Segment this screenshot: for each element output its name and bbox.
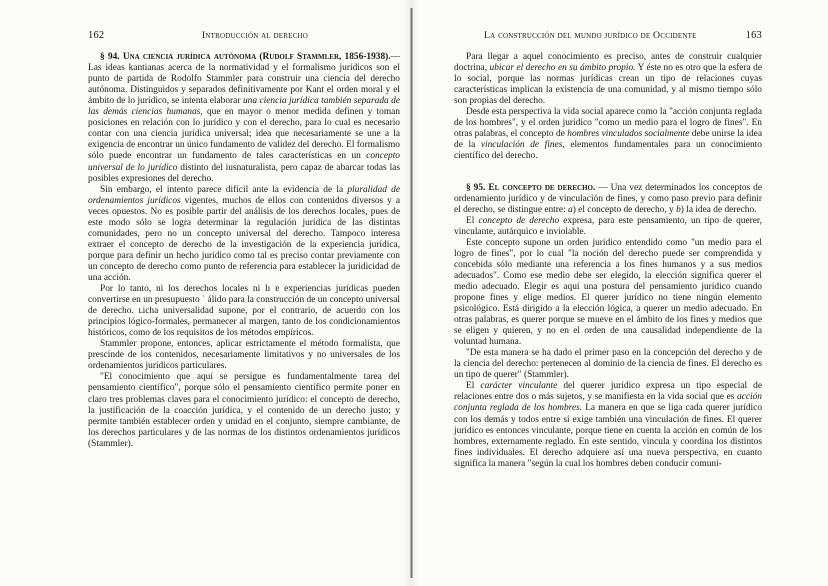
right-p7-emphasis-2: acción conjunta reglada de los hombres. <box>454 392 762 414</box>
left-paragraph-3: Por lo tanto, ni los derechos locales ni lı ɐ experiencias jurídicas pueden convertirse en un presupuesto ˙ álido para la construcción de un concepto universal de derecho. ʟicha universalidad supone, por el contrario, de acuerdo con los principios lógico-formales, permanecer al margen, tanto de los condicionamientos históricos, como de los requisitos de los métodos empíricos. <box>88 284 400 339</box>
right-paragraph-6: "De esta manera se ha dado el primer paso en la concepción del derecho y de la ciencia del derecho: pertenecen al dominio de la ciencia de fines. El derecho es un tipo de querer" (Stammler). <box>454 348 762 381</box>
right-p4-emphasis: concepto de derecho <box>478 215 560 226</box>
right-p4-end: expresa, para este pensamiento, un tipo de querer, vinculante, autárquico e inviolable. <box>454 215 762 237</box>
right-paragraph-7 <box>454 381 762 469</box>
section-95-paragraph <box>454 183 762 216</box>
section-95-end: ) la idea de derecho. <box>680 204 757 215</box>
left-page-header <box>88 30 400 41</box>
left-running-head: Introducción al derecho <box>201 30 308 41</box>
section-94-number: § 94. <box>100 52 120 63</box>
right-p2-emphasis-2: vinculación de fines, <box>480 140 565 151</box>
section-95-title: El concepto de derecho. <box>488 182 596 193</box>
section-94-paragraph <box>88 52 400 185</box>
section-95-intro: — Una vez determinados los conceptos de ordenamiento jurídico y de vinculación de fines, y como paso previo para definir el derecho, se distingue entre: <box>454 182 762 215</box>
right-p7-end: La manera en que se liga cada querer jurídico con los demás y todos entre sí exige también una vinculación de fines. El querer jurídico es entonces vinculante, porque tiene en cuenta la acción en común de los hombres, externamente reglado. En este sentido, vincula y coordina los distintos fines individuales. El derecho adquiere así una nueva perspectiva, en cuanto significa la manera "según la cual los hombres deben conducir comuni- <box>454 403 763 469</box>
right-p2-middle: debe unirse la idea de la <box>454 129 762 151</box>
section-spacer <box>454 163 762 183</box>
right-paragraph-1 <box>454 52 762 107</box>
right-p1-start: Para llegar a aquel conocimiento es preciso, antes de construir cualquier doctrina, <box>454 52 762 74</box>
right-p4-start: El <box>466 215 479 226</box>
right-paragraph-2 <box>454 107 762 162</box>
right-paragraph-4 <box>454 216 762 238</box>
section-94-middle: que en mayor o menor medida definen y toman posiciones en relación con lo jurídico y con el derecho, para lo cual es necesario contar con una ciencia jurídica universal; idea que necesariamente se une a la exigencia de encontrar un único fundamento de validez del derecho. El formalismo sólo puede encontrar un fundamento de tales características en un <box>88 107 400 162</box>
right-paragraph-5: Este concepto supone un orden jurídico entendido como "un medio para el logro de fines", por lo cual "la noción del derecho puede ser comprendida y concebida sólo mediante una referencia a los fines humanos y a sus medios adecuados". Como ese medio debe ser elegido, la elección significa querer el medio adecuado. Elegir es aquí una postura del pensamiento jurídico cuando propone fines y elige medios. El querer jurídico no tiene ningún elemento psicológico. Está dirigido a la elección lógica, a querer un medio adecuado. En otras palabras, es querer porque se mueve en el ámbito de los fines y medios que se eligen y quieren, y no en el orden de una causalidad independiente de la voluntad humana. <box>454 237 762 348</box>
right-running-head: La construcción del mundo jurídico de Occidente <box>484 30 697 41</box>
section-94-intro: — Las ideas kantianas acerca de la normatividad y el formalismo jurídicos son el punto de partida de Rodolfo Stammler para construir una ciencia del derecho autónoma. Distinguidos y separados definitivamente por Kant el orden moral y el ámbito de lo jurídico, se intenta elaborar <box>88 52 401 107</box>
left-paragraph-4: Stammler propone, entonces, aplicar estrictamente el método formalista, que prescinde de los contenidos, necesariamente limitativos y no universales de los ordenamientos jurídicos particulares. <box>88 339 400 372</box>
section-94-end: distinto del iusnaturalista, pero capaz de abarcar todas las posibles expresiones del derecho. <box>88 162 400 184</box>
right-p2-start: Desde esta perspectiva la vida social aparece como la "acción conjunta reglada de los hombres", y el orden jurídico "como un medio para el logro de fines". En otras palabras, el concepto de <box>454 107 762 140</box>
right-p1-end: Y éste no es otro que la esfera de lo social, porque las normas jurídicas crean un tipo de relaciones cuyas características implican la existencia de una comunidad, y al mismo tiempo sólo son propias del derecho. <box>454 63 762 107</box>
left-paragraph-2 <box>88 185 400 284</box>
section-94-emphasis-2: concepto universal de lo jurídico <box>88 151 400 173</box>
section-95-number: § 95. <box>466 182 486 193</box>
section-95-middle: ) el concepto de derecho, y <box>572 204 677 215</box>
left-p2-start: Sin embargo, el intento parece difícil ante la evidencia de la <box>100 184 348 195</box>
section-94-emphasis-1: una ciencia jurídica también separada de las demás ciencias humanas, <box>88 96 400 118</box>
left-paragraph-5: "El conocimiento que aquí se persigue es fundamentalmente tarea del pensamiento científico", porque sólo el pensamiento científico permite poner en claro tres problemas claves para el conocimiento jurídico: el concepto de derecho, la justificación de la coacción jurídica, y el contenido de un derecho justo; y permite también establecer orden y unidad en el conjunto, siempre cambiante, de los derechos particulares y de las normas de los distintos ordenamientos jurídicos (Stammler). <box>88 372 400 449</box>
left-p2-emphasis: pluralidad de ordenamientos jurídicos <box>88 184 400 206</box>
right-page-number: 163 <box>745 30 762 41</box>
right-p2-emphasis-1: hombres vinculados socialmente <box>567 129 690 140</box>
right-p7-emphasis-1: carácter vinculante <box>480 381 558 392</box>
right-p2-end: elementos fundamentales para un conocimiento científico del derecho. <box>454 140 762 162</box>
right-p7-start: El <box>466 381 481 392</box>
section-95-item-b: b <box>676 204 681 215</box>
left-p2-end: vigentes, muchos de ellos con contenidos diversos y a veces opuestos. No es posible partir del análisis de los derechos locales, pues de este modo sólo se logra determinar la regulación jurídica de las distintas comunidades, pero no un concepto universal del derecho. Tampoco interesa extraer el concepto de derecho de la investigación de la experiencia jurídica, porque para definir un hecho jurídico como tal es preciso contar previamente con un concepto de derecho como punto de referencia para establecer la juridicidad de una acción. <box>88 195 400 283</box>
right-p7-middle: del querer jurídico expresa un tipo especial de relaciones entre dos o más sujetos, y se manifiesta en la vida social que es <box>454 381 762 403</box>
section-94-title: Una ciencia jurídica autónoma (Rudolf Stammler, 1856-1938). <box>122 52 391 63</box>
right-page <box>418 0 828 586</box>
right-p1-emphasis: ubicar el derecho en su ámbito propio. <box>489 63 636 74</box>
section-95-item-a: a <box>568 204 573 215</box>
right-page-header <box>454 30 762 41</box>
left-page-number: 162 <box>88 30 105 41</box>
